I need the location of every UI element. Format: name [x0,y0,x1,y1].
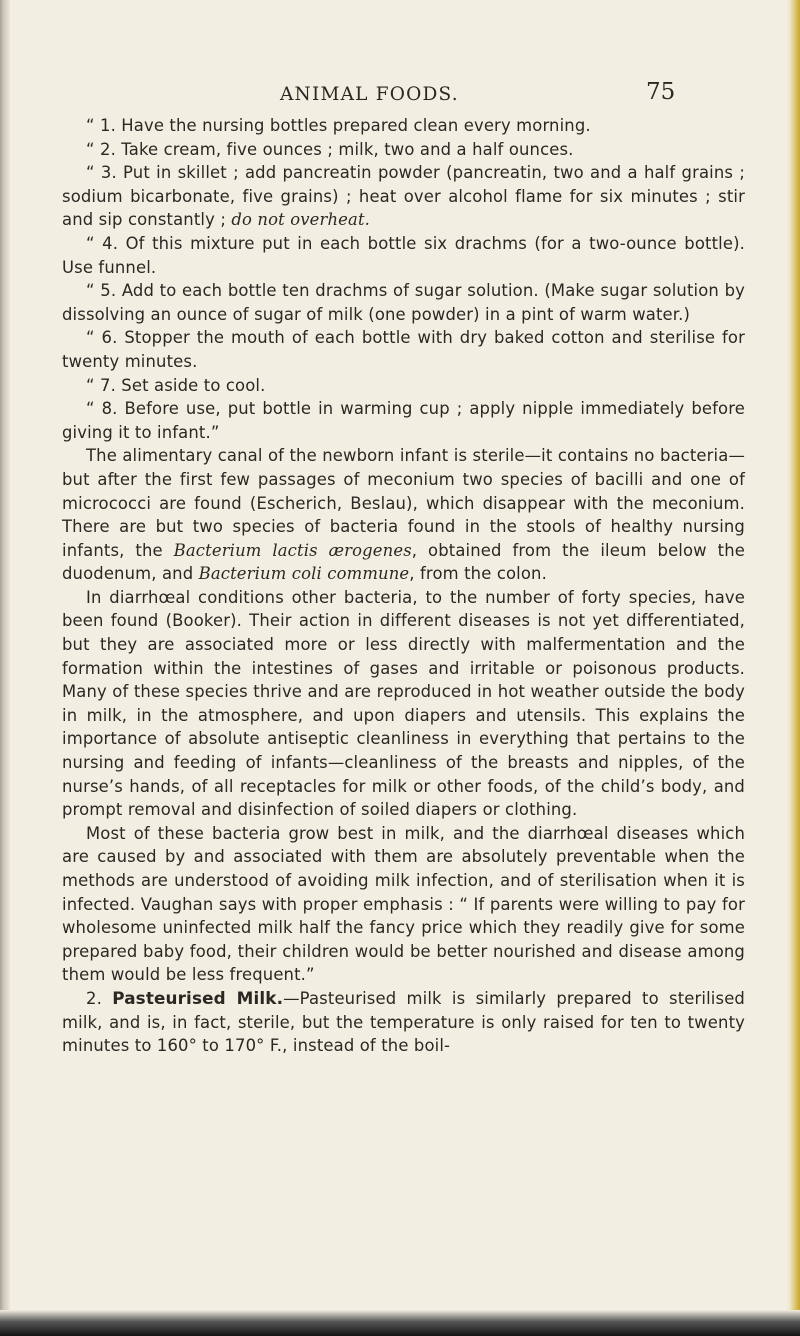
step-3-warning: do not overheat. [231,210,371,230]
alimentary-text-3: , from the colon. [409,564,547,584]
section-number: 2. [86,988,102,1008]
paragraph-most-bacteria: Most of these bacteria grow best in milk, and the diarrhœal diseases which are caused by and associated with them are absolutely preventable when the methods are understood of avoiding milk infection, and of sterilisation when it is infected. Vaughan says with proper emphasis : “ If parents were willing to pay for wholesome uninfected milk half the fancy price which they readily give for some prepared baby food, their children would be better nourished and disease among them would be less frequent.” [62,823,745,985]
step-3-text: “ 3. Put in skillet ; add pancreatin powder (pancreatin, two and a half grains ; sodium bicarbonate, five grains) ; heat over alcohol flame for six minutes ; stir and sip constantly ; [62,163,745,230]
species-lactis: Bacterium lactis ærogenes [173,540,412,560]
step-6: “ 6. Stopper the mouth of each bottle with dry baked cotton and sterilise for twenty minutes. [62,328,745,371]
step-4: “ 4. Of this mixture put in each bottle six drachms (for a two-ounce bottle). Use funnel. [62,233,745,277]
step-7: “ 7. Set aside to cool. [86,375,266,395]
page-edge-left [0,0,10,1336]
alimentary-text-2: , obtained from the ileum below the duodenum, and [62,540,745,584]
scan-bottom-edge [0,1310,800,1336]
species-coli: Bacterium coli commune [198,564,410,584]
section-heading: Pasteurised Milk. [112,987,284,1008]
page-body [62,114,745,1058]
paragraph-alimentary-canal [62,444,745,586]
step-5: “ 5. Add to each bottle ten drachms of sugar solution. (Make sugar solution by dissolving an ounce of sugar of milk (one powder) in a pint of warm water.) [62,281,745,324]
step-3 [62,161,745,232]
page-number: 75 [646,79,676,105]
step-2: “ 2. Take cream, five ounces ; milk, two and a half ounces. [86,139,574,159]
paragraph-diarrhoeal: In diarrhœal conditions other bacteria, to the number of forty species, have been found (Booker). Their action in different diseases is not yet differentiated, but they are associated more or less directly with malfermentation and the formation within the intestines of gases and irritable or poisonous products. Many of these species thrive and are reproduced in hot weather outside the body in milk, in the atmosphere, and upon diapers and utensils. This explains the importance of absolute antiseptic cleanliness in everything that pertains to the nursing and feeding of infants—cleanliness of the breasts and nipples, of the nurse’s hands, of all receptacles for milk or other foods, of the child’s body, and prompt removal and disinfection of soiled diapers or clothing. [62,587,745,820]
alimentary-text-1: The alimentary canal of the newborn infant is sterile—it contains no bacteria—but after the first few passages of meconium two species of bacilli and one of micrococci are found (Escherich, Beslau), which disappear with the meconium. There are but two species of bacteria found in the stools of healthy nursing infants, the [62,446,745,560]
page-edge-right [786,0,800,1336]
running-head: ANIMAL FOODS. [280,84,459,105]
section-pasteurised-milk [62,987,745,1058]
section-text: —Pasteurised milk is similarly prepared to sterilised milk, and is, in fact, sterile, but the temperature is only raised for ten to twenty minutes to 160° to 170° F., instead of the boil- [62,988,745,1056]
step-1: “ 1. Have the nursing bottles prepared clean every morning. [86,116,591,135]
step-8: “ 8. Before use, put bottle in warming cup ; apply nipple immediately before giving it to infant.” [62,399,745,442]
